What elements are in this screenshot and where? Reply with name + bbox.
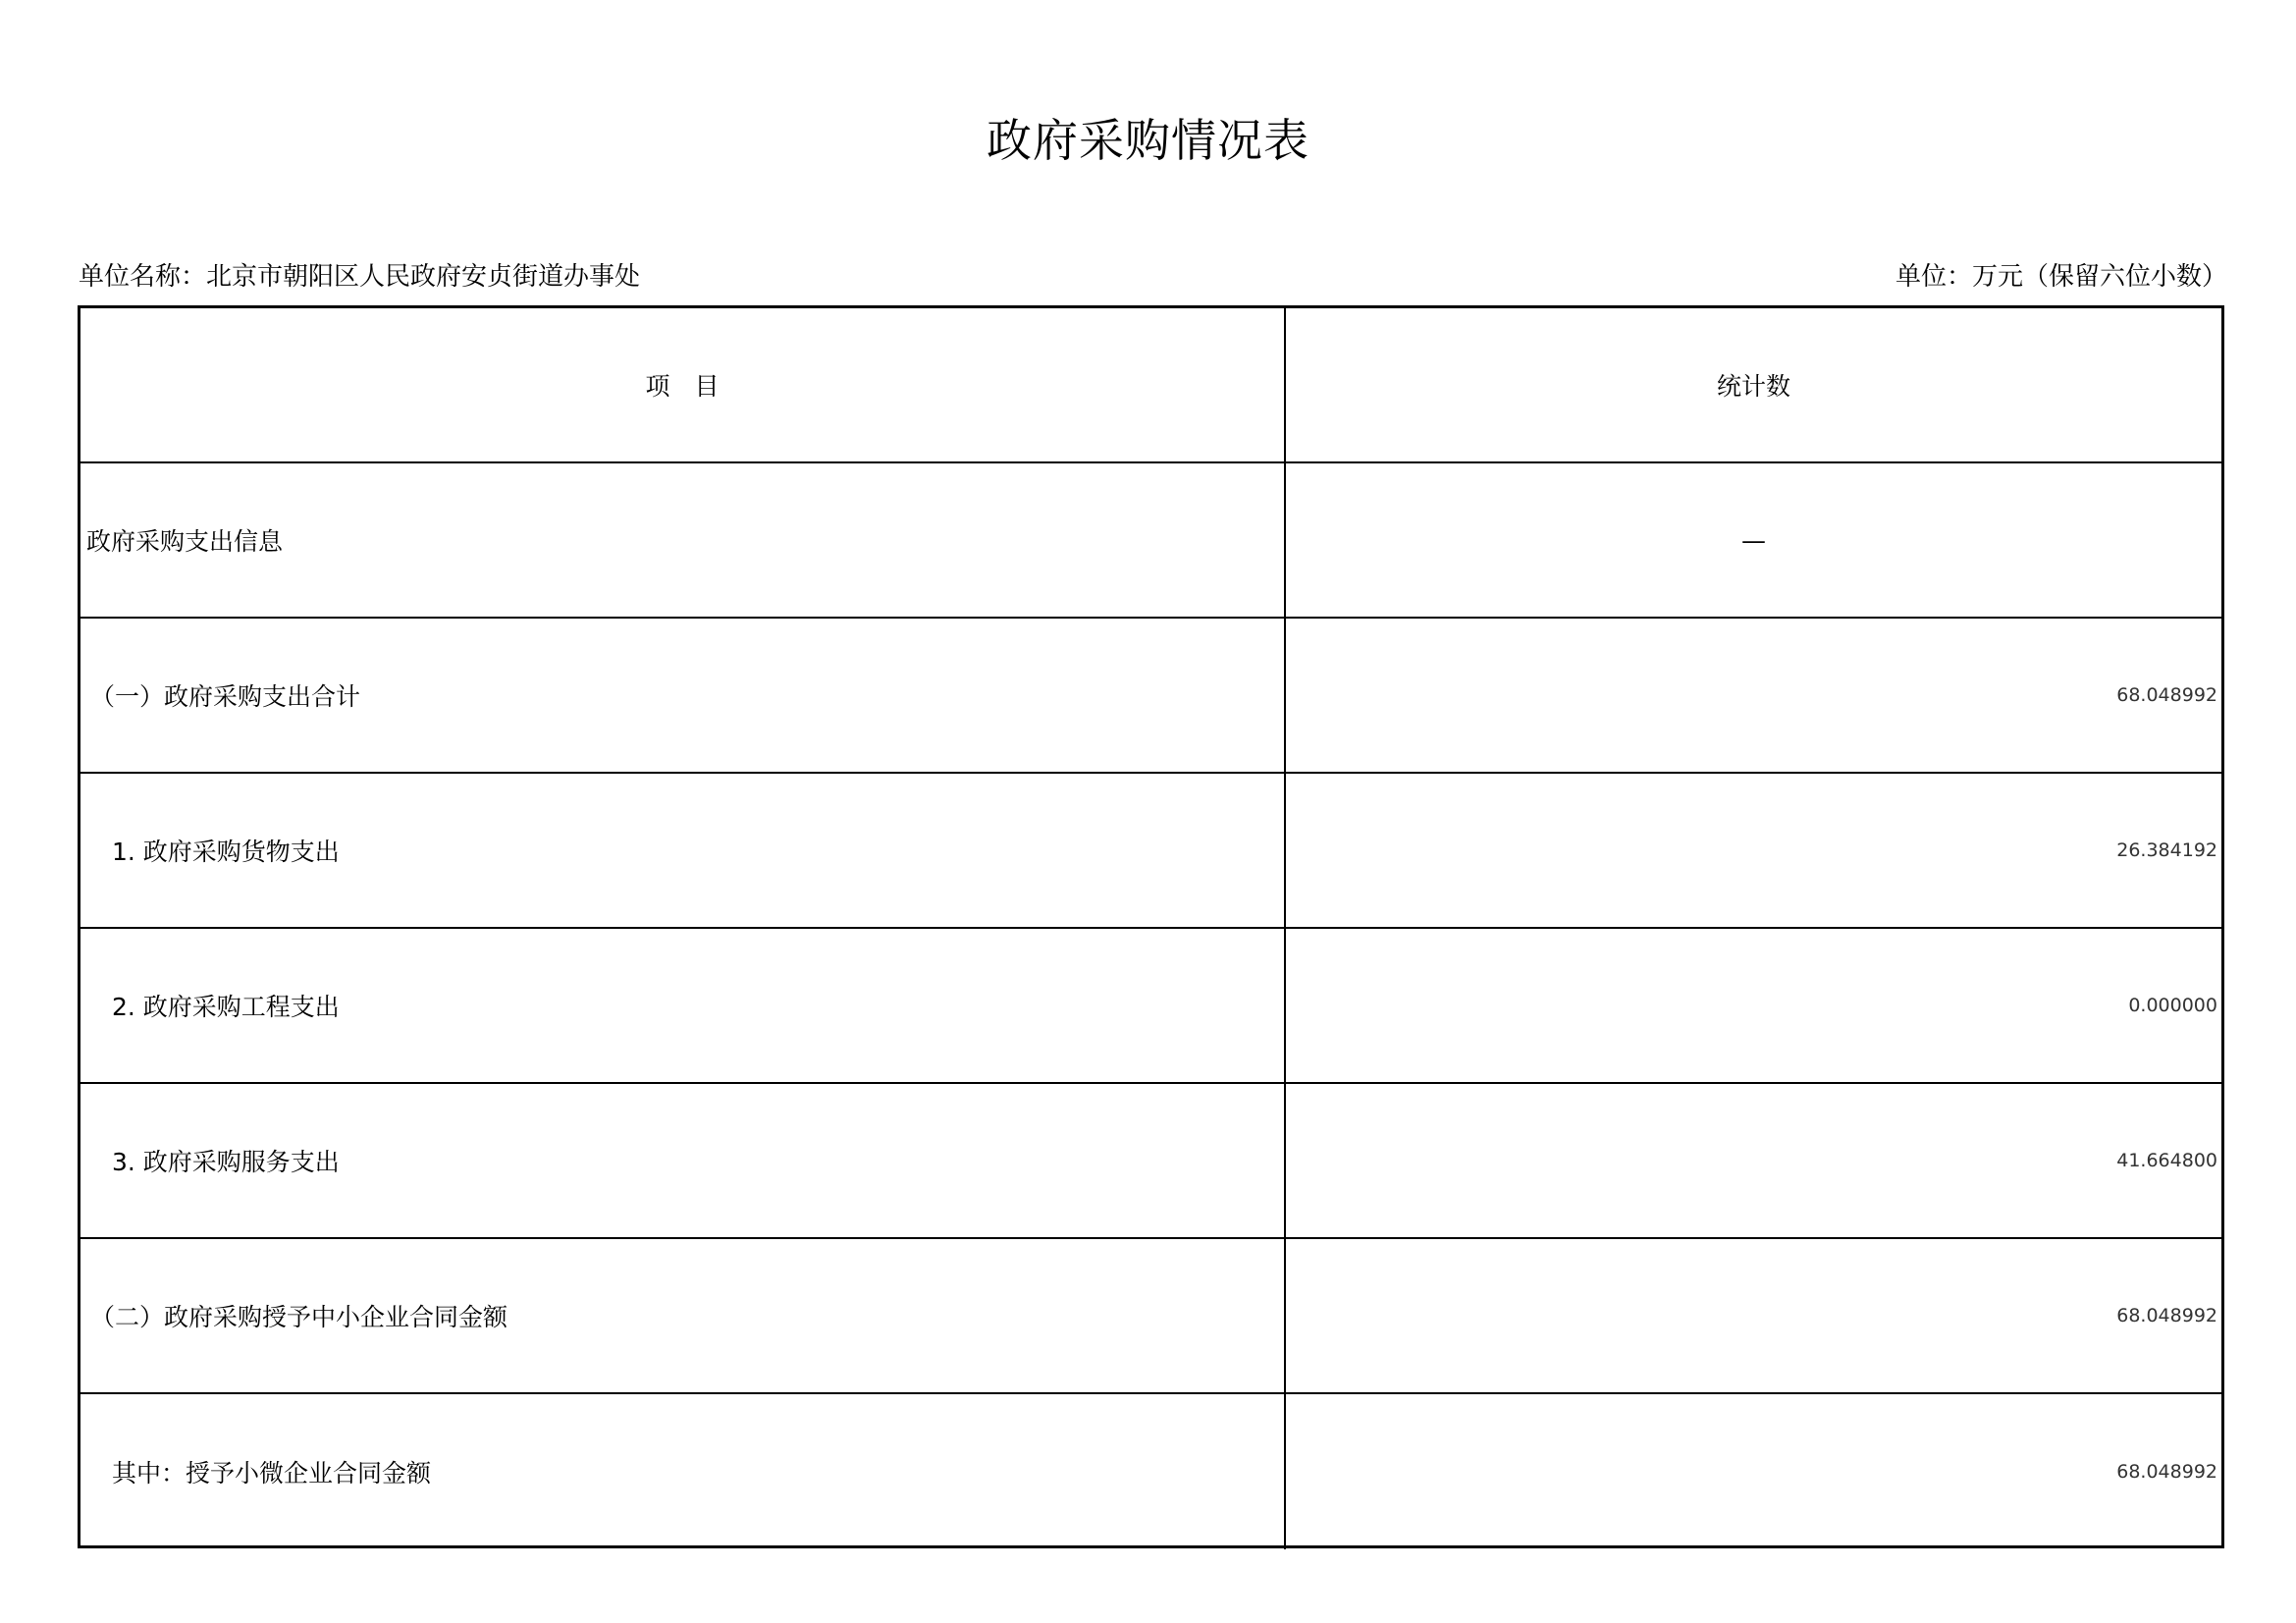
header-item: 项 目 xyxy=(80,308,1286,461)
row-value: 68.048992 xyxy=(2116,684,2217,706)
table-row xyxy=(80,619,2221,774)
table-row xyxy=(80,1084,2221,1239)
page-title: 政府采购情况表 xyxy=(987,114,1309,167)
table-row xyxy=(80,774,2221,929)
row-item-label: （一）政府采购支出合计 xyxy=(80,619,1286,772)
table-row xyxy=(80,1239,2221,1394)
row-value: — xyxy=(1741,525,1766,555)
unit-name-label: 单位名称：北京市朝阳区人民政府安贞街道办事处 xyxy=(79,262,641,292)
row-item-label: 2. 政府采购工程支出 xyxy=(80,929,1286,1082)
header-value: 统计数 xyxy=(1716,372,1790,401)
table-header-row xyxy=(80,308,2221,463)
row-value: 26.384192 xyxy=(2116,839,2217,861)
row-item-label: 政府采购支出信息 xyxy=(80,463,1286,617)
row-item-label: 1. 政府采购货物支出 xyxy=(80,774,1286,927)
unit-note-label: 单位：万元（保留六位小数） xyxy=(1895,262,2227,292)
row-item-label: 3. 政府采购服务支出 xyxy=(80,1084,1286,1237)
row-value: 68.048992 xyxy=(2116,1461,2217,1483)
table-row xyxy=(80,929,2221,1084)
row-value: 41.664800 xyxy=(2116,1150,2217,1171)
row-value: 0.000000 xyxy=(2128,995,2217,1016)
table-row xyxy=(80,463,2221,619)
row-item-label: （二）政府采购授予中小企业合同金额 xyxy=(80,1239,1286,1392)
procurement-table xyxy=(78,305,2224,1548)
row-item-label: 其中：授予小微企业合同金额 xyxy=(80,1394,1286,1549)
table-row xyxy=(80,1394,2221,1549)
row-value: 68.048992 xyxy=(2116,1305,2217,1326)
